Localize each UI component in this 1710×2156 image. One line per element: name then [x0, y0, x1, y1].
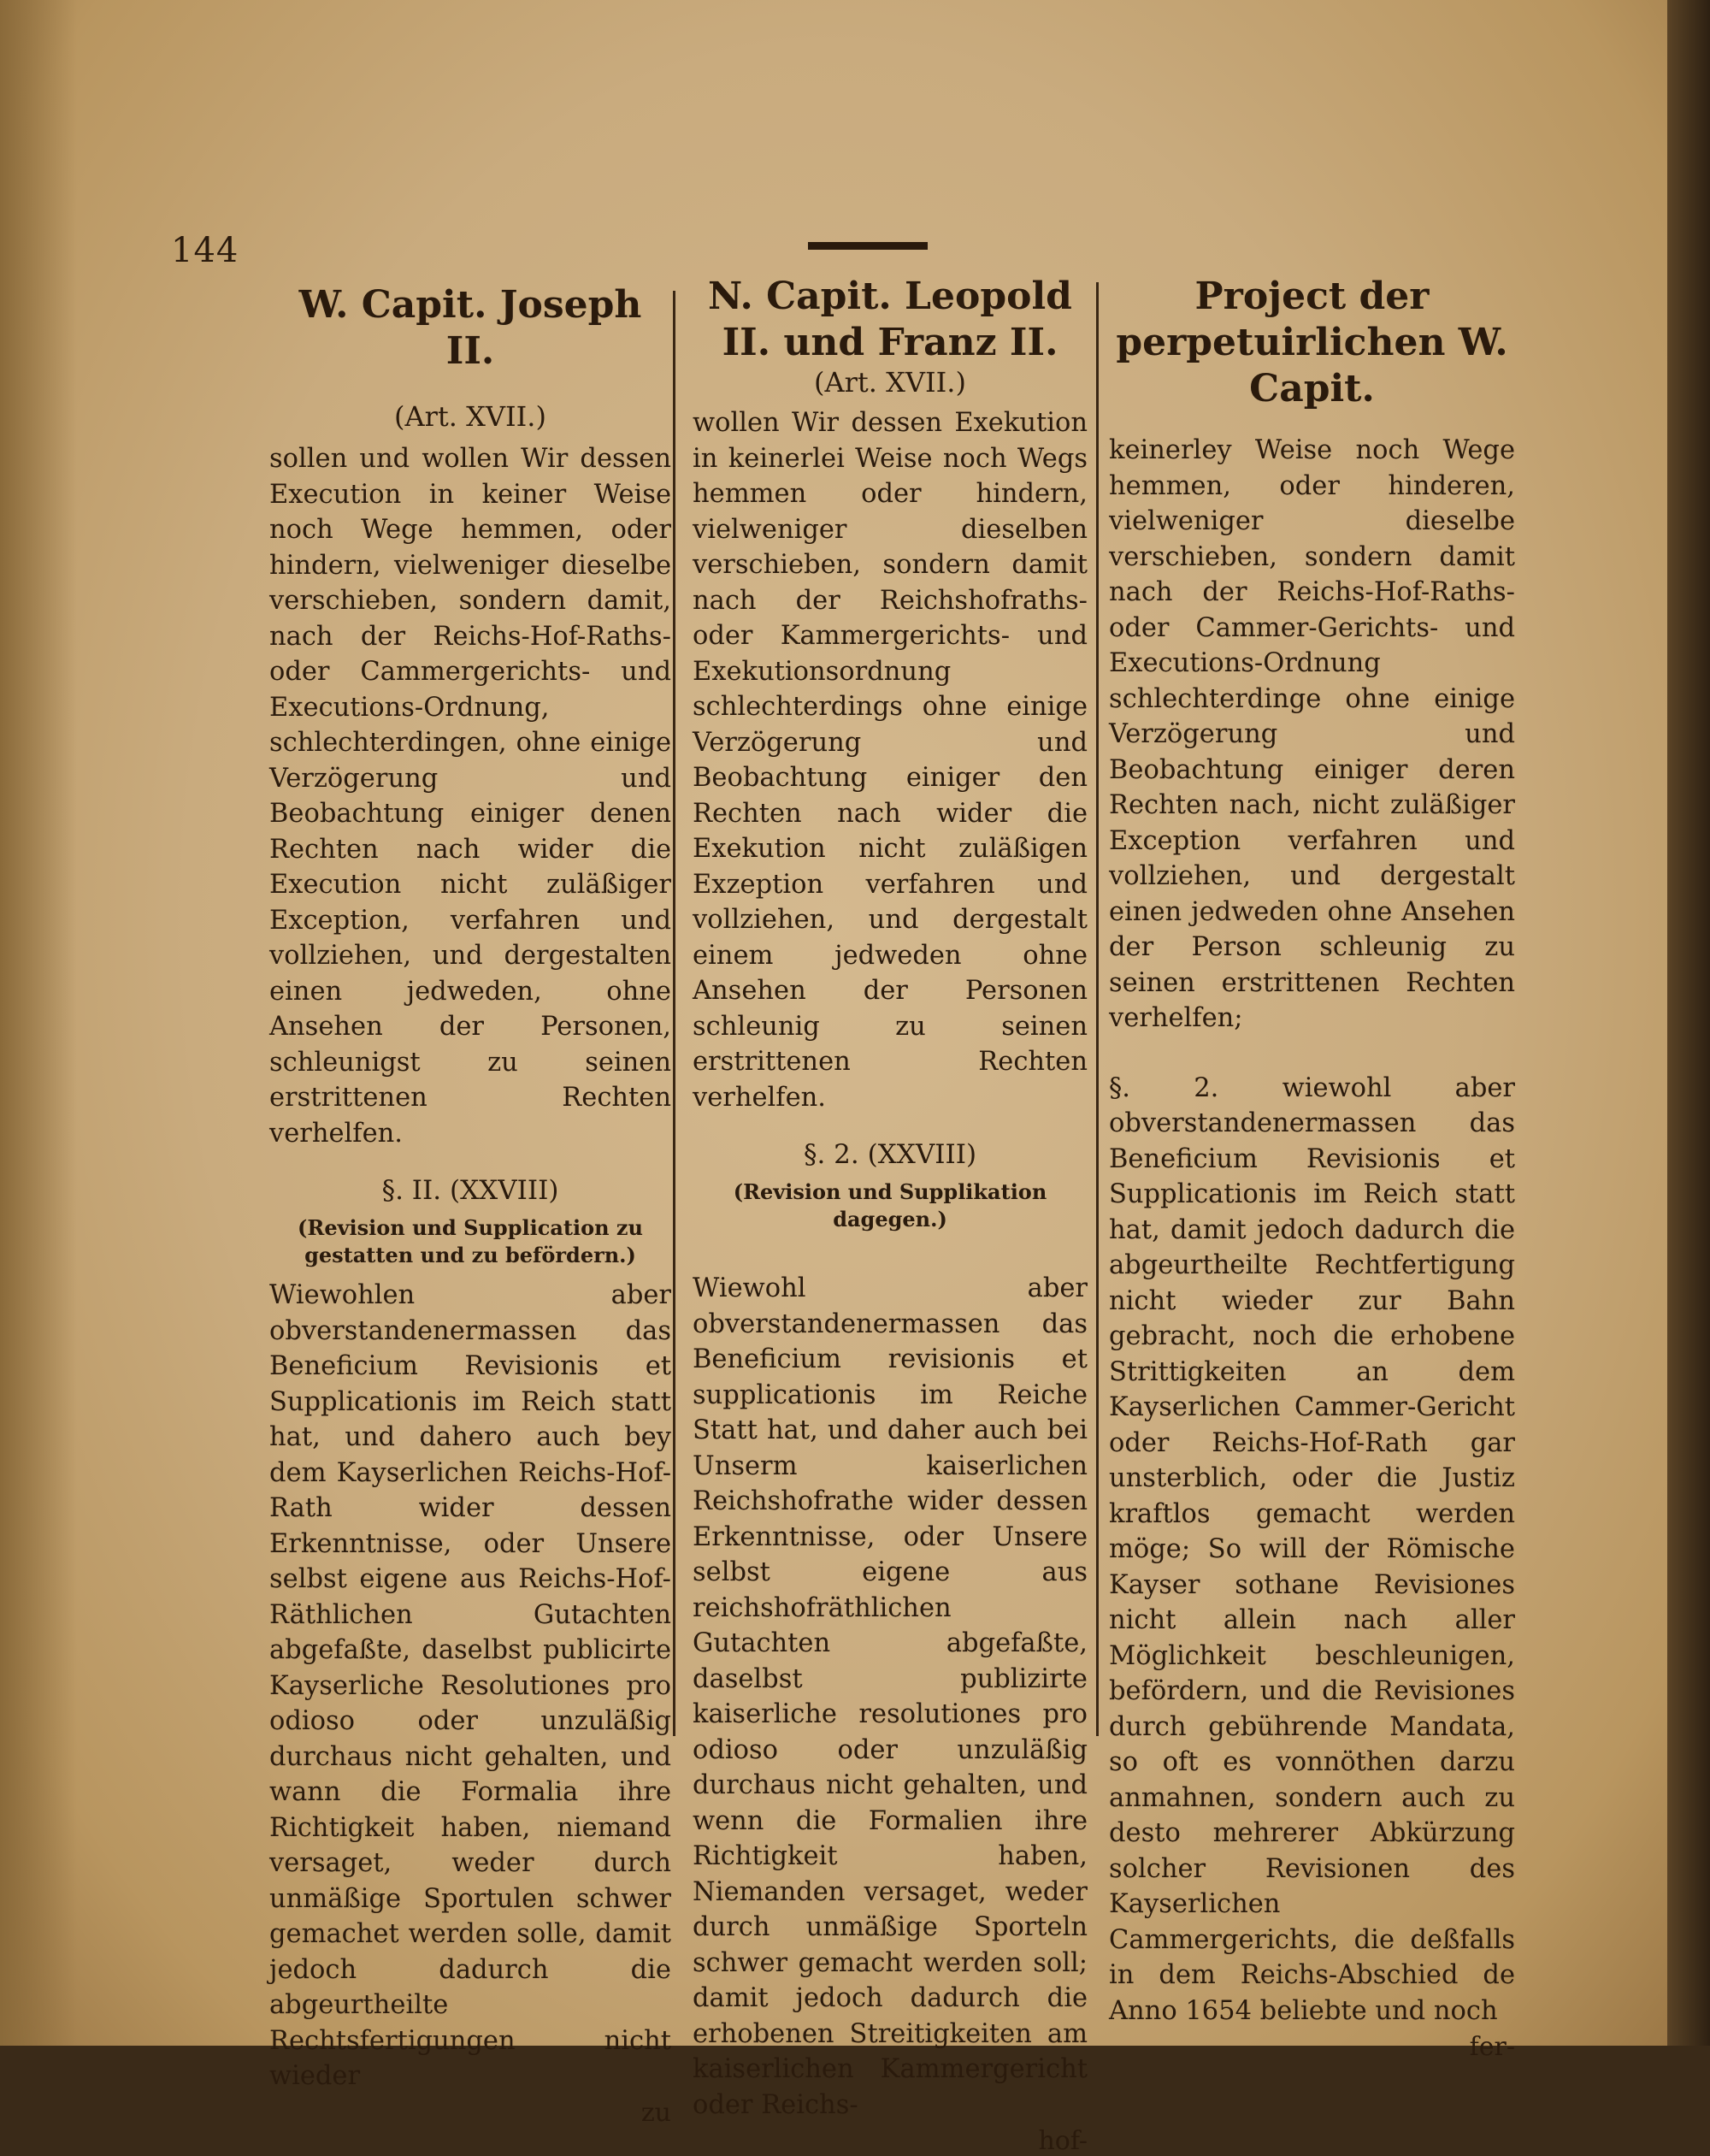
column-heading: Project der perpetuirlichen W. Capit.	[1116, 275, 1508, 411]
section-note: (Revision und Supplication zu gestatten und zu befördern.)	[298, 1215, 643, 1267]
page-number: 144	[171, 231, 239, 270]
catchword: fer-	[1469, 2032, 1515, 2062]
article-reference: (Art. XVII.)	[814, 366, 966, 399]
column-heading: W. Capit. Joseph II.	[298, 283, 642, 373]
catchword: hof-	[1038, 2126, 1088, 2156]
section-reference: §. II. (XXVIII)	[381, 1175, 559, 1206]
catchword: zu	[640, 2097, 671, 2128]
column-project-perpetual	[1109, 274, 1515, 2062]
column-heading: N. Capit. Leopold II. und Franz II.	[708, 275, 1072, 364]
section-reference: §. 2. (XXVIII)	[803, 1139, 977, 1170]
article-paragraph: wollen Wir dessen Exekution in keinerlei Weise noch Wegs hemmen oder hindern, vielweniger dieselben verschieben, sondern damit nach der Reichshofraths- oder Kammergerichts- und Exekutionsordnung schlechterdings ohne einige Verzögerung und Beobachtung einiger den Rechten nach wider die Exekution nicht zuläßigen Exzeption verfahren und vollziehen, und dergestalt einem jedweden ohne Ansehen der Personen schleunig zu seinen erstrittenen Rechten verhelfen.	[693, 408, 1088, 1113]
article-reference: (Art. XVII.)	[394, 400, 546, 433]
column-leopold-franz-ii	[693, 274, 1088, 2156]
book-gutter-edge	[1667, 0, 1710, 2046]
column-divider-2	[1096, 282, 1099, 1736]
section-paragraph: §. 2. wiewohl aber obverstandenermassen das Beneficium Revisionis et Supplicationis im Reich statt hat, damit jedoch dadurch die abgeurtheilte Rechtfertigung nicht wieder zur Bahn gebracht, noch die erhobene Strittigkeiten an dem Kayserlichen Cammer-Gericht oder Reichs-Hof-Rath gar unsterblich, oder die Justiz kraftlos gemacht werden möge; So will der Römische Kayser sothane Revisiones nicht allein nach aller Möglichkeit beschleunigen, befördern, und die Revisiones durch gebührende Mandata, so oft es vonnöthen darzu anmahnen, sondern auch zu desto mehrerer Abkürzung solcher Revisionen des Kayserlichen Cammergerichts, die deßfalls in dem Reichs-Abschied de Anno 1654 beliebte und noch	[1109, 1072, 1515, 2026]
section-paragraph: Wiewohl aber obverstandenermassen das Beneficium revisionis et supplicationis im Reiche Statt hat, und daher auch bei Unserm kaiserlichen Reichshofrathe wider dessen Erkenntnisse, oder Unsere selbst eigene aus reichshofräthlichen Gutachten abgefaßte, daselbst publizirte kaiserliche resolutiones pro odioso oder unzuläßig durchaus nicht gehalten, und wenn die Formalien ihre Richtigkeit haben, Niemanden versaget, weder durch unmäßige Sporteln schwer gemacht werden soll; damit jedoch dadurch die erhobenen Streitigkeiten am kaiserlichen Kammergericht oder Reichs-	[693, 1273, 1088, 2120]
column-joseph-ii	[269, 274, 671, 2128]
section-paragraph: Wiewohlen aber obverstandenermassen das Beneficium Revisionis et Supplicationis im Reich statt hat, und dahero auch bey dem Kayserlichen Reichs-Hof-Rath wider dessen Erkenntnisse, oder Unsere selbst eigene aus Reichs-Hof-Räthlichen Gutachten abgefaßte, daselbst publicirte Kayserliche Resolutiones pro odioso oder unzuläßig durchaus nicht gehalten, und wann die Formalia ihre Richtigkeit haben, niemand versaget, weder durch unmäßige Sportulen schwer gemachet werden solle, damit jedoch dadurch die abgeurtheilte Rechtsfertigungen nicht wieder	[269, 1280, 671, 2091]
article-paragraph: keinerley Weise noch Wege hemmen, oder hinderen, vielweniger dieselbe verschieben, sondern damit nach der Reichs-Hof-Raths- oder Cammer-Gerichts- und Executions-Ordnung schlechterdinge ohne einige Verzögerung und Beobachtung einiger deren Rechten nach, nicht zuläßiger Exception verfahren und vollziehen, und dergestalt einen jedweden ohne Ansehen der Person schleunig zu seinen erstrittenen Rechten verhelfen;	[1109, 435, 1515, 1033]
section-note: (Revision und Supplikation dagegen.)	[733, 1179, 1047, 1232]
article-paragraph: sollen und wollen Wir dessen Execution in keiner Weise noch Wege hemmen, oder hindern, vielweniger dieselbe verschieben, sondern damit, nach der Reichs-Hof-Raths- oder Cammergerichts- und Executions-Ordnung, schlechterdingen, ohne einige Verzögerung und Beobachtung einiger denen Rechten nach wider die Execution nicht zuläßiger Exception, verfahren und vollziehen, und dergestalten einen jedweden, ohne Ansehen der Personen, schleunigst zu seinen erstrittenen Rechten verhelfen.	[269, 444, 671, 1149]
column-divider-1	[673, 291, 675, 1736]
top-rule	[808, 242, 928, 250]
